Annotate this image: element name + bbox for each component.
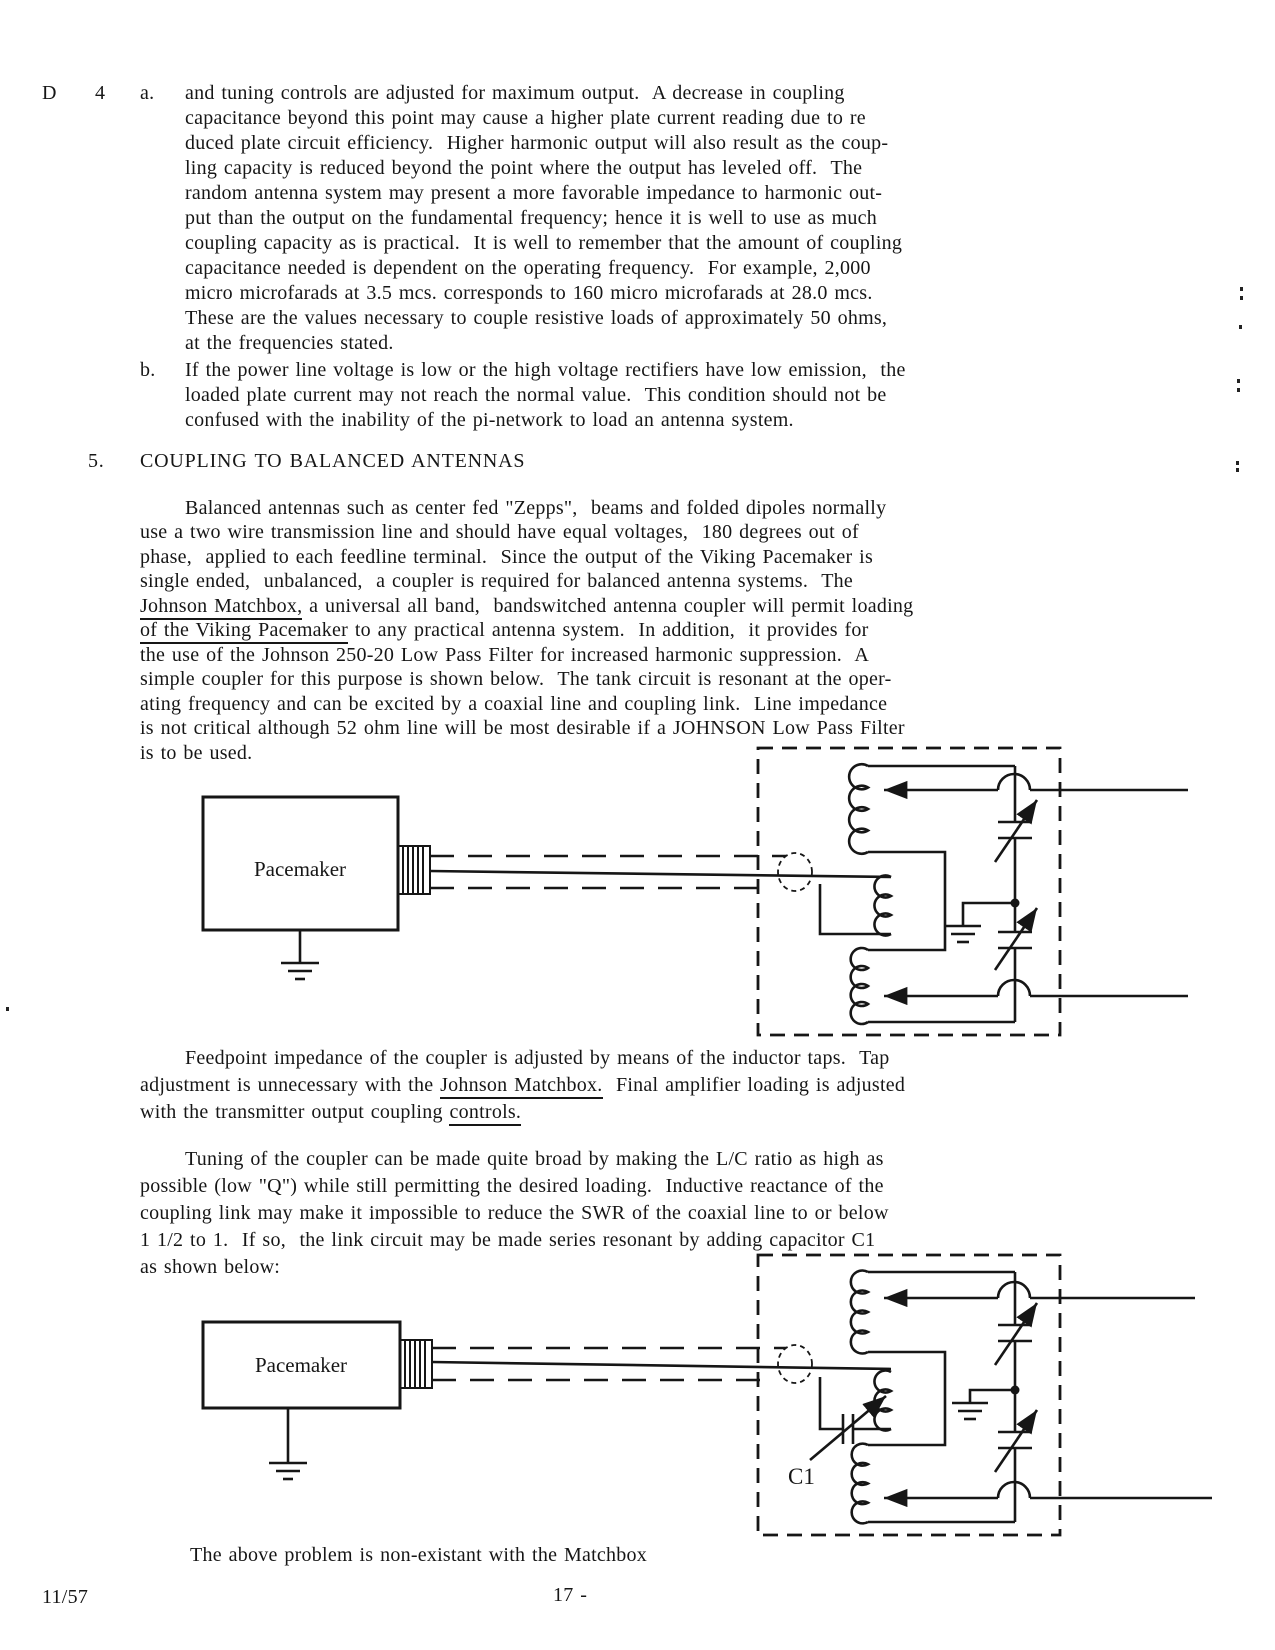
capacitor-c1 — [810, 1377, 886, 1460]
coax-entry-circle — [778, 853, 812, 891]
text-line: capacitance needed is dependent on the operating frequency. For example, 2,000 — [185, 257, 871, 279]
footer-date: 11/57 — [42, 1586, 89, 1608]
text-line: loaded plate current may not reach the normal value. This condition should not be — [185, 384, 887, 406]
margin-page-ref: 4 — [95, 82, 106, 104]
underlined-phrase: of the Viking Pacemaker — [140, 619, 348, 644]
coupler-enclosure — [758, 748, 1060, 1035]
text-line: confused with the inability of the pi-network to load an antenna system. — [185, 409, 794, 431]
capacitor-bus — [1011, 766, 1020, 1022]
section-number: 5. — [88, 450, 105, 472]
text-line: coupling link may make it impossible to reduce the SWR of the coaxial line to or below — [140, 1202, 889, 1224]
ground-symbol — [269, 1408, 307, 1479]
tuning-capacitor-lower — [995, 908, 1037, 970]
tuning-capacitor-lower — [995, 1410, 1037, 1472]
tank-coil-upper — [851, 1270, 1015, 1445]
closing-line: The above problem is non-existant with the Matchbox — [190, 1544, 648, 1566]
scan-speck — [1239, 325, 1242, 329]
text-line — [140, 594, 913, 619]
capacitor-bus — [1011, 1272, 1020, 1522]
text-line: coupling capacity as is practical. It is well to remember that the amount of coupling — [185, 232, 903, 254]
text-line: Tuning of the coupler can be made quite broad by making the L/C ratio as high as — [185, 1148, 884, 1170]
underlined-phrase: Johnson Matchbox. — [440, 1074, 602, 1099]
text-line: 1 1/2 to 1. If so, the link circuit may be made series resonant by adding capacitor C1 — [140, 1229, 876, 1251]
text-run: a universal all band, bandswitched antenna coupler will permit loading — [302, 595, 914, 617]
text-run: with the transmitter output coupling — [140, 1101, 450, 1123]
pacemaker-box — [203, 1322, 400, 1408]
coupler-diagram-2 — [203, 1255, 1212, 1535]
section-title: COUPLING TO BALANCED ANTENNAS — [140, 450, 526, 472]
scan-speck — [1236, 468, 1239, 472]
text-run: adjustment is unnecessary with the — [140, 1074, 441, 1096]
text-run: Final amplifier loading is adjusted — [602, 1074, 906, 1096]
junction-dot — [1011, 1386, 1020, 1395]
scan-speck — [1236, 461, 1239, 465]
inductor-tap-lower — [884, 980, 1188, 996]
coax-entry-circle — [778, 1345, 812, 1383]
coupler-diagram-1 — [203, 748, 1188, 1035]
ground-symbol — [945, 903, 1015, 942]
text-line: Feedpoint impedance of the coupler is adjusted by means of the inductor taps. Tap — [185, 1047, 890, 1069]
text-line: use a two wire transmission line and should have equal voltages, 180 degrees out of — [140, 521, 859, 543]
coax-line — [430, 853, 891, 891]
item-a-label: a. — [140, 82, 155, 104]
ground-symbol — [952, 1390, 1015, 1419]
tank-coil-lower — [851, 948, 1015, 1024]
text-line — [140, 1073, 905, 1098]
c1-label: C1 — [788, 1464, 815, 1489]
tank-coil-lower — [852, 1444, 1015, 1524]
coupler-enclosure — [758, 1255, 1060, 1535]
text-line: ating frequency and can be excited by a coaxial line and coupling link. Line impedance — [140, 693, 888, 715]
footer-page-number: 17 - — [553, 1584, 588, 1606]
text-line: at the frequencies stated. — [185, 332, 394, 354]
text-line: capacitance beyond this point may cause a higher plate current reading due to re — [185, 107, 866, 129]
inductor-tap-upper — [884, 774, 1188, 790]
text-line: put than the output on the fundamental frequency; hence it is well to use as much — [185, 207, 878, 229]
text-line: is to be used. — [140, 742, 253, 764]
scan-speck — [1237, 379, 1240, 383]
text-line: ling capacity is reduced beyond the point where the output has leveled off. The — [185, 157, 863, 179]
item-b-label: b. — [140, 359, 156, 381]
text-line: Balanced antennas such as center fed "Zepps", beams and folded dipoles normally — [185, 497, 887, 519]
coax-line — [432, 1345, 891, 1383]
pacemaker-label: Pacemaker — [254, 1353, 348, 1377]
text-line: micro microfarads at 3.5 mcs. corresponds to 160 micro microfarads at 28.0 mcs. — [185, 282, 873, 304]
scan-speck — [6, 1007, 9, 1011]
margin-section-letter: D — [42, 82, 57, 104]
tuning-capacitor-upper — [995, 800, 1037, 862]
text-line: If the power line voltage is low or the high voltage rectifiers have low emission, the — [185, 359, 906, 381]
scan-speck — [1237, 388, 1240, 392]
underlined-phrase: controls. — [449, 1101, 521, 1126]
coax-connector-icon — [400, 1340, 432, 1388]
link-coil — [853, 1371, 891, 1431]
link-coil — [820, 876, 891, 936]
text-line: is not critical although 52 ohm line will be most desirable if a JOHNSON Low Pass Filter — [140, 717, 905, 739]
scan-speck — [1240, 287, 1243, 291]
text-line: phase, applied to each feedline terminal. Since the output of the Viking Pacemaker is — [140, 546, 874, 568]
junction-dot — [1011, 899, 1020, 908]
text-line: the use of the Johnson 250-20 Low Pass Filter for increased harmonic suppression. A — [140, 644, 870, 666]
text-line — [140, 1100, 521, 1125]
underlined-phrase: Johnson Matchbox, — [140, 595, 302, 620]
scan-speck — [1240, 296, 1243, 300]
text-line: These are the values necessary to couple resistive loads of approximately 50 ohms, — [185, 307, 888, 329]
text-line: possible (low "Q") while still permitting the desired loading. Inductive reactance of the — [140, 1175, 884, 1197]
pacemaker-box — [203, 797, 398, 930]
text-line: simple coupler for this purpose is shown below. The tank circuit is resonant at the oper- — [140, 668, 892, 690]
inductor-tap-lower — [884, 1482, 1212, 1498]
text-line — [140, 618, 869, 643]
text-line: and tuning controls are adjusted for maximum output. A decrease in coupling — [185, 82, 845, 104]
text-line: single ended, unbalanced, a coupler is required for balanced antenna systems. The — [140, 570, 854, 592]
tank-coil-upper — [849, 764, 1015, 950]
pacemaker-label: Pacemaker — [253, 857, 347, 881]
text-line: as shown below: — [140, 1256, 281, 1278]
text-run: to any practical antenna system. In addition, it provides for — [348, 619, 869, 641]
ground-symbol — [281, 930, 319, 979]
text-line: random antenna system may present a more favorable impedance to harmonic out- — [185, 182, 883, 204]
text-line: duced plate circuit efficiency. Higher harmonic output will also result as the coup- — [185, 132, 889, 154]
coax-connector-icon — [398, 846, 430, 894]
tuning-capacitor-upper — [995, 1303, 1037, 1365]
inductor-tap-upper — [884, 1282, 1195, 1298]
